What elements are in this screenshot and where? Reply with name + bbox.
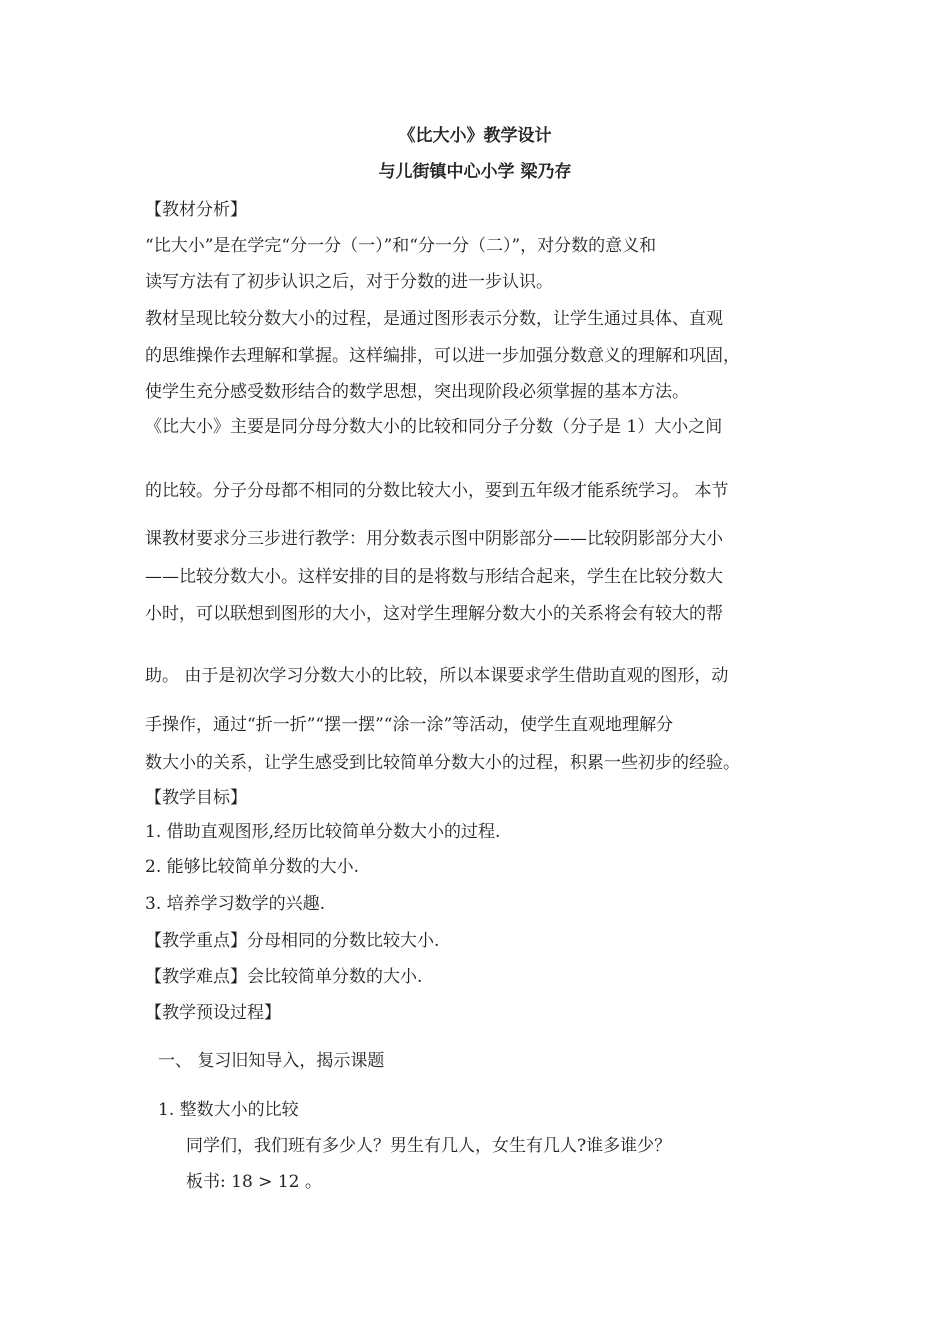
paragraph-line: 的比较。分子分母都不相同的分数比较大小，要到五年级才能系统学习。 本节 bbox=[145, 481, 729, 501]
section-heading-analysis: 【教材分析】 bbox=[145, 200, 247, 220]
board-line: 板书: 18 > 12 。 bbox=[186, 1172, 322, 1192]
paragraph-line: 课教材要求分三步进行教学：用分数表示图中阴影部分——比较阴影部分大小 bbox=[145, 529, 723, 549]
paragraph-line: “比大小”是在学完“分一分（一）”和“分一分（二）”，对分数的意义和 bbox=[145, 236, 657, 256]
document-title: 《比大小》教学设计 bbox=[398, 126, 552, 146]
paragraph-line: 数大小的关系，让学生感受到比较简单分数大小的过程，积累一些初步的经验。 bbox=[145, 753, 740, 773]
process-item-one: 1. 整数大小的比较 bbox=[158, 1100, 299, 1120]
paragraph-line: ——比较分数大小。这样安排的目的是将数与形结合起来，学生在比较分数大 bbox=[145, 567, 723, 587]
paragraph-line: 助。 由于是初次学习分数大小的比较，所以本课要求学生借助直观的图形，动 bbox=[145, 666, 729, 686]
paragraph-line: 使学生充分感受数形结合的数学思想，突出现阶段必须掌握的基本方法。 bbox=[145, 382, 689, 402]
paragraph-line: 读写方法有了初步认识之后，对于分数的进一步认识。 bbox=[145, 272, 553, 292]
paragraph-line: 小时，可以联想到图形的大小，这对学生理解分数大小的关系将会有较大的帮 bbox=[145, 604, 723, 624]
difficulty-line: 【教学难点】会比较简单分数的大小. bbox=[145, 967, 423, 987]
goal-item: 1. 借助直观图形,经历比较简单分数大小的过程. bbox=[145, 822, 501, 842]
process-question: 同学们，我们班有多少人？男生有几人，女生有几人?谁多谁少？ bbox=[186, 1136, 672, 1156]
goal-item: 3. 培养学习数学的兴趣. bbox=[145, 894, 326, 914]
section-heading-goals: 【教学目标】 bbox=[145, 788, 247, 808]
paragraph-line: 教材呈现比较分数大小的过程，是通过图形表示分数，让学生通过具体、直观 bbox=[145, 309, 723, 329]
process-step-one: 一、 复习旧知导入，揭示课题 bbox=[158, 1051, 385, 1071]
paragraph-line: 《比大小》主要是同分母分数大小的比较和同分子分数（分子是 1）大小之间 bbox=[145, 417, 723, 437]
key-point-line: 【教学重点】分母相同的分数比较大小. bbox=[145, 931, 440, 951]
section-heading-process: 【教学预设过程】 bbox=[145, 1003, 281, 1023]
goal-item: 2. 能够比较简单分数的大小. bbox=[145, 857, 360, 877]
paragraph-line: 的思维操作去理解和掌握。这样编排，可以进一步加强分数意义的理解和巩固， bbox=[145, 346, 740, 366]
author-line: 与儿街镇中心小学 梁乃存 bbox=[378, 162, 572, 182]
paragraph-line: 手操作，通过“折一折”“摆一摆”“涂一涂”等活动，使学生直观地理解分 bbox=[145, 715, 674, 735]
